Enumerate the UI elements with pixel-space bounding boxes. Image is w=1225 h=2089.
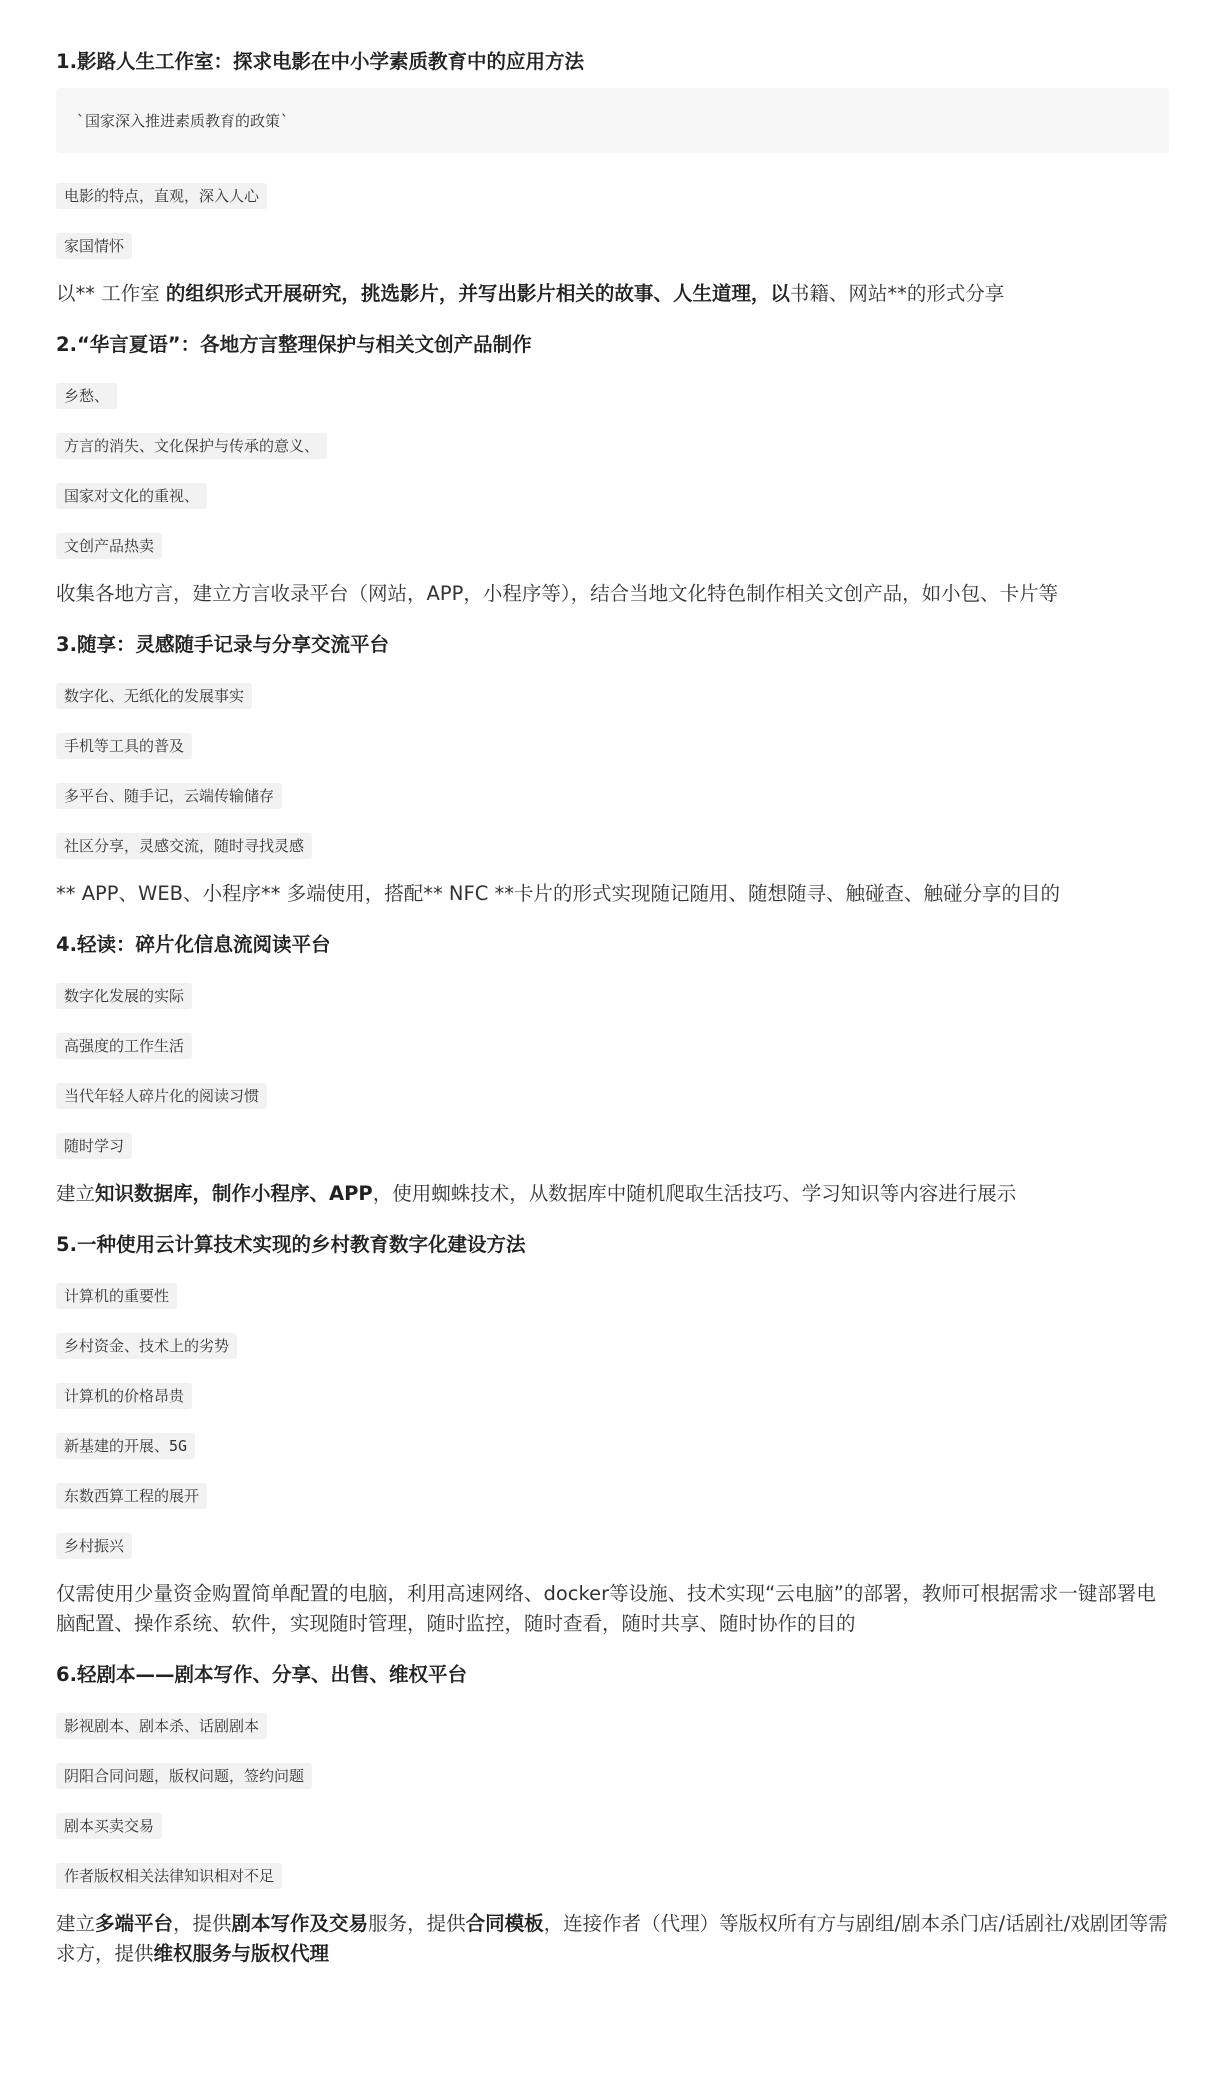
inline-code: 随时学习 xyxy=(56,1133,132,1159)
section-1 xyxy=(56,48,1169,309)
inline-code: 高强度的工作生活 xyxy=(56,1033,192,1059)
inline-code: 电影的特点，直观，深入人心 xyxy=(56,183,267,209)
section-5 xyxy=(56,1231,1169,1639)
inline-code: 乡愁、 xyxy=(56,383,117,409)
inline-code: 多平台、随手记，云端传输储存 xyxy=(56,783,282,809)
inline-code: 数字化发展的实际 xyxy=(56,983,192,1009)
section-title: 5.一种使用云计算技术实现的乡村教育数字化建设方法 xyxy=(56,1233,526,1256)
inline-code: 社区分享，灵感交流，随时寻找灵感 xyxy=(56,833,312,859)
inline-code: 新基建的开展、5G xyxy=(56,1433,195,1459)
inline-code: 家国情怀 xyxy=(56,233,132,259)
section-title: 4.轻读：碎片化信息流阅读平台 xyxy=(56,933,331,956)
section-description: 收集各地方言，建立方言收录平台（网站，APP，小程序等），结合当地文化特色制作相关文创产品，如小包、卡片等 xyxy=(56,582,1059,605)
section-title: 3.随享：灵感随手记录与分享交流平台 xyxy=(56,633,389,656)
section-6 xyxy=(56,1661,1169,1969)
inline-code: 作者版权相关法律知识相对不足 xyxy=(56,1863,282,1889)
inline-code: 东数西算工程的展开 xyxy=(56,1483,207,1509)
section-title: 6.轻剧本——剧本写作、分享、出售、维权平台 xyxy=(56,1663,467,1686)
section-description: 建立知识数据库，制作小程序、APP，使用蜘蛛技术，从数据库中随机爬取生活技巧、学习知识等内容进行展示 xyxy=(56,1182,1017,1205)
inline-code: 计算机的重要性 xyxy=(56,1283,177,1309)
quote-block: `国家深入推进素质教育的政策` xyxy=(56,88,1169,153)
inline-code: 影视剧本、剧本杀、话剧剧本 xyxy=(56,1713,267,1739)
section-4 xyxy=(56,931,1169,1209)
inline-code: 剧本买卖交易 xyxy=(56,1813,162,1839)
inline-code: 文创产品热卖 xyxy=(56,533,162,559)
inline-code: 当代年轻人碎片化的阅读习惯 xyxy=(56,1083,267,1109)
section-title: 1.影路人生工作室：探求电影在中小学素质教育中的应用方法 xyxy=(56,50,584,73)
section-description: 仅需使用少量资金购置简单配置的电脑，利用高速网络、docker等设施、技术实现“云电脑”的部署，教师可根据需求一键部署电脑配置、操作系统、软件，实现随时管理，随时监控，随时查看，随时共享、随时协作的目的 xyxy=(56,1582,1156,1635)
inline-code: 乡村振兴 xyxy=(56,1533,132,1559)
inline-code: 数字化、无纸化的发展事实 xyxy=(56,683,252,709)
inline-code: 乡村资金、技术上的劣势 xyxy=(56,1333,237,1359)
section-3 xyxy=(56,631,1169,909)
section-2 xyxy=(56,331,1169,609)
section-description: ** APP、WEB、小程序** 多端使用，搭配** NFC **卡片的形式实现随记随用、随想随寻、触碰查、触碰分享的目的 xyxy=(56,882,1061,905)
inline-code: 阴阳合同问题，版权问题，签约问题 xyxy=(56,1763,312,1789)
inline-code: 计算机的价格昂贵 xyxy=(56,1383,192,1409)
inline-code: 手机等工具的普及 xyxy=(56,733,192,759)
section-title: 2.“华言夏语”：各地方言整理保护与相关文创产品制作 xyxy=(56,333,532,356)
inline-code: 方言的消失、文化保护与传承的意义、 xyxy=(56,433,327,459)
section-description: 建立多端平台，提供剧本写作及交易服务，提供合同模板，连接作者（代理）等版权所有方与剧组/剧本杀门店/话剧社/戏剧团等需求方，提供维权服务与版权代理 xyxy=(56,1912,1168,1965)
section-description: 以** 工作室 的组织形式开展研究，挑选影片，并写出影片相关的故事、人生道理，以书籍、网站**的形式分享 xyxy=(56,282,1005,305)
inline-code: 国家对文化的重视、 xyxy=(56,483,207,509)
